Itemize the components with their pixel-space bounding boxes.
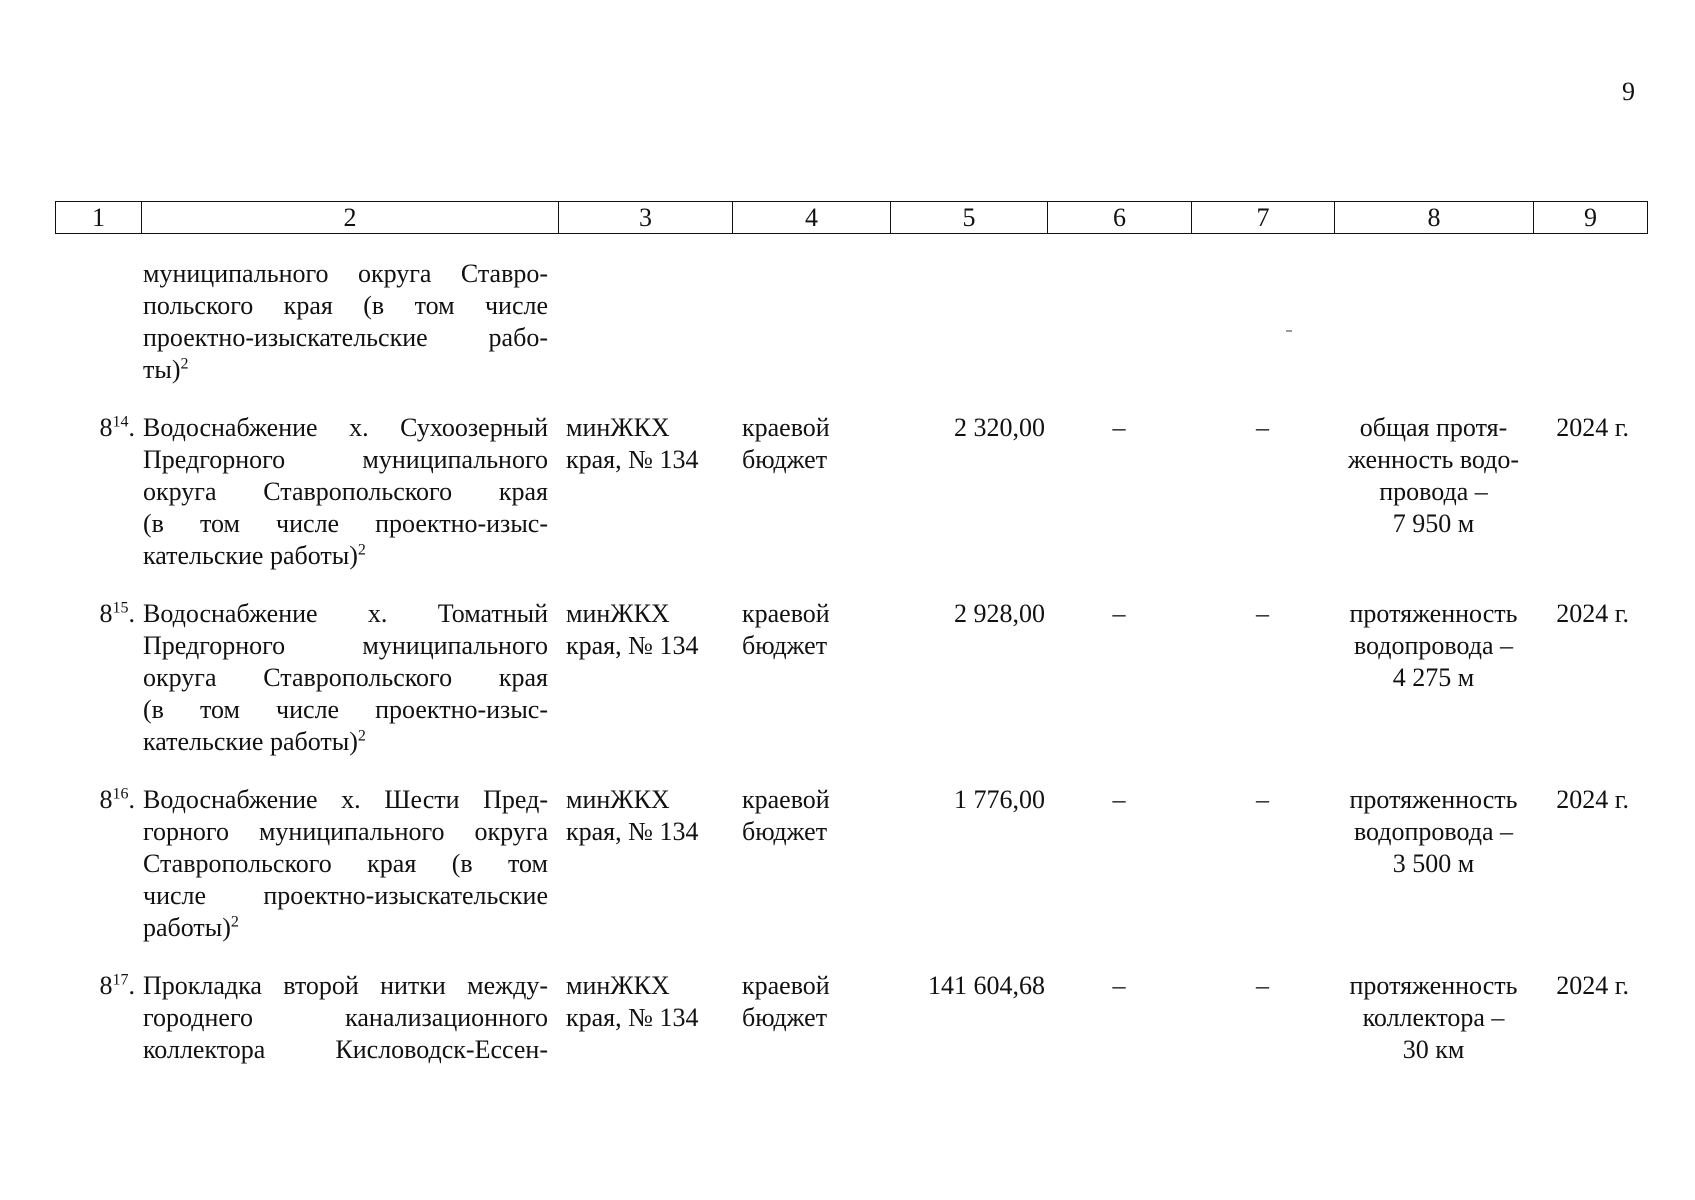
- item-number-cell: [55, 784, 141, 944]
- funding-source-cell: [732, 598, 890, 758]
- description-cell: [141, 598, 558, 758]
- item-number-sup: 14: [112, 413, 129, 431]
- column-header-4: 4: [733, 202, 891, 234]
- description-line: проектно-изыскательские рабо-: [143, 323, 548, 352]
- funding-source-line: краевой: [742, 599, 830, 628]
- responsible-line: минЖКХ: [566, 413, 670, 442]
- column-number-header: [55, 201, 1648, 234]
- result-cell: [1334, 970, 1533, 1066]
- description-line: городнего канализационного: [143, 1003, 548, 1032]
- description-line: Водоснабжение х. Томатный: [143, 599, 548, 628]
- description-line-last: [143, 354, 548, 386]
- responsible-cell: [558, 598, 732, 758]
- description-line: Водоснабжение х. Шести Пред-: [143, 785, 548, 814]
- item-number: 8: [99, 599, 113, 628]
- column-header-9: 9: [1534, 202, 1648, 234]
- col6-cell: –: [1112, 413, 1126, 442]
- funding-source-line: краевой: [742, 785, 830, 814]
- item-number-cell: [55, 598, 141, 758]
- table-row: [55, 412, 1647, 572]
- table-row: [55, 970, 1647, 1066]
- item-number-suffix: .: [128, 413, 135, 442]
- item-number: 8: [99, 971, 113, 1000]
- responsible-line: минЖКХ: [566, 785, 670, 814]
- description-line: польского края (в том числе: [143, 291, 548, 320]
- description-text: работы): [143, 913, 231, 942]
- description-line: Ставропольского края (в том: [143, 849, 548, 878]
- description-line: Водоснабжение х. Сухоозерный: [143, 413, 548, 442]
- col7-cell: –: [1256, 413, 1269, 442]
- responsible-line: минЖКХ: [566, 971, 670, 1000]
- funding-source-line: краевой: [742, 971, 830, 1000]
- description-line: (в том числе проектно-изыс-: [143, 695, 548, 724]
- description-line: числе проектно-изыскательские: [143, 881, 548, 910]
- responsible-cell: [558, 784, 732, 944]
- item-number-cell: [55, 412, 141, 572]
- column-header-2: 2: [142, 202, 559, 234]
- table-row: [55, 598, 1647, 758]
- column-header-7: 7: [1192, 202, 1335, 234]
- funding-source-cell: [732, 412, 890, 572]
- description-text: ты): [143, 355, 181, 384]
- table-row-continuation: [55, 258, 1647, 386]
- description-line: округа Ставропольского края: [143, 663, 548, 692]
- funding-source-line: бюджет: [742, 1003, 828, 1032]
- page-number: 9: [1622, 77, 1635, 106]
- measures-table: [55, 258, 1647, 1066]
- funding-source-line: бюджет: [742, 631, 828, 660]
- description-cell: [141, 970, 558, 1066]
- description-line-last: [143, 726, 548, 758]
- responsible-line: края, № 134: [566, 1003, 699, 1032]
- item-number-suffix: .: [128, 971, 135, 1000]
- year-cell: 2024 г.: [1556, 785, 1629, 814]
- amount-cell: 2 928,00: [954, 599, 1045, 628]
- col7-cell: –: [1256, 785, 1269, 814]
- funding-source-line: бюджет: [742, 817, 828, 846]
- responsible-line: края, № 134: [566, 445, 699, 474]
- responsible-line: края, № 134: [566, 817, 699, 846]
- description-cell: [141, 784, 558, 944]
- year-cell: 2024 г.: [1556, 971, 1629, 1000]
- result-line: 30 км: [1402, 1035, 1465, 1064]
- col7-cell: –: [1256, 599, 1269, 628]
- description-line: (в том числе проектно-изыс-: [143, 509, 548, 538]
- item-number-suffix: .: [128, 785, 135, 814]
- description-line: горного муниципального округа: [143, 817, 548, 846]
- result-line: коллектора –: [1362, 1003, 1505, 1032]
- column-header-1: 1: [56, 202, 142, 234]
- footnote-mark: 2: [230, 913, 239, 931]
- result-line: 4 275 м: [1392, 663, 1475, 692]
- col7-cell: –: [1256, 971, 1269, 1000]
- responsible-cell: [558, 412, 732, 572]
- column-header-6: 6: [1048, 202, 1192, 234]
- description-cell: [141, 258, 558, 386]
- result-line: провода –: [1379, 477, 1488, 506]
- description-cell: [141, 412, 558, 572]
- result-cell: [1334, 598, 1533, 758]
- col6-cell: –: [1112, 599, 1126, 628]
- result-cell: [1334, 412, 1533, 572]
- item-number-sup: 16: [112, 785, 129, 803]
- item-number: 8: [99, 785, 113, 814]
- col6-cell: –: [1112, 785, 1126, 814]
- description-line-last: [143, 912, 548, 944]
- footnote-mark: 2: [180, 355, 189, 373]
- amount-cell: 2 320,00: [954, 413, 1045, 442]
- item-number: 8: [99, 413, 113, 442]
- column-header-3: 3: [559, 202, 733, 234]
- item-number-cell: [55, 970, 141, 1066]
- funding-source-cell: [732, 970, 890, 1066]
- description-line: Прокладка второй нитки между-: [143, 971, 548, 1000]
- description-line: Предгорного муниципального: [143, 631, 548, 660]
- responsible-line: края, № 134: [566, 631, 699, 660]
- year-cell: 2024 г.: [1556, 413, 1629, 442]
- description-line: муниципального округа Ставро-: [143, 259, 548, 288]
- result-line: водопровода –: [1353, 817, 1514, 846]
- responsible-line: минЖКХ: [566, 599, 670, 628]
- item-number-sup: 17: [112, 971, 129, 989]
- description-text: кательские работы): [143, 541, 358, 570]
- item-number-suffix: .: [128, 599, 135, 628]
- result-line: 7 950 м: [1392, 509, 1475, 538]
- footnote-mark: 2: [357, 541, 366, 559]
- column-header-5: 5: [891, 202, 1048, 234]
- funding-source-line: краевой: [742, 413, 830, 442]
- funding-source-line: бюджет: [742, 445, 828, 474]
- item-number-sup: 15: [112, 599, 129, 617]
- result-cell: [1334, 784, 1533, 944]
- item-number-cell: [55, 258, 141, 386]
- result-line: протяженность: [1349, 599, 1518, 628]
- responsible-cell: [558, 970, 732, 1066]
- result-line: общая протя-: [1359, 413, 1508, 442]
- column-header-8: 8: [1335, 202, 1534, 234]
- col6-cell: –: [1112, 971, 1126, 1000]
- result-line: 3 500 м: [1392, 849, 1475, 878]
- result-line: протяженность: [1349, 971, 1518, 1000]
- description-text: кательские работы): [143, 727, 358, 756]
- description-line-last: [143, 540, 548, 572]
- description-line: коллектора Кисловодск-Ессен-: [143, 1035, 548, 1064]
- footnote-mark: 2: [357, 727, 366, 745]
- result-line: женность водо-: [1347, 445, 1520, 474]
- funding-source-cell: [732, 784, 890, 944]
- result-line: протяженность: [1349, 785, 1518, 814]
- year-cell: 2024 г.: [1556, 599, 1629, 628]
- description-line: Предгорного муниципального: [143, 445, 548, 474]
- amount-cell: 1 776,00: [954, 785, 1045, 814]
- amount-cell: 141 604,68: [928, 971, 1045, 1000]
- description-line: округа Ставропольского края: [143, 477, 548, 506]
- table-row: [55, 784, 1647, 944]
- result-line: водопровода –: [1353, 631, 1514, 660]
